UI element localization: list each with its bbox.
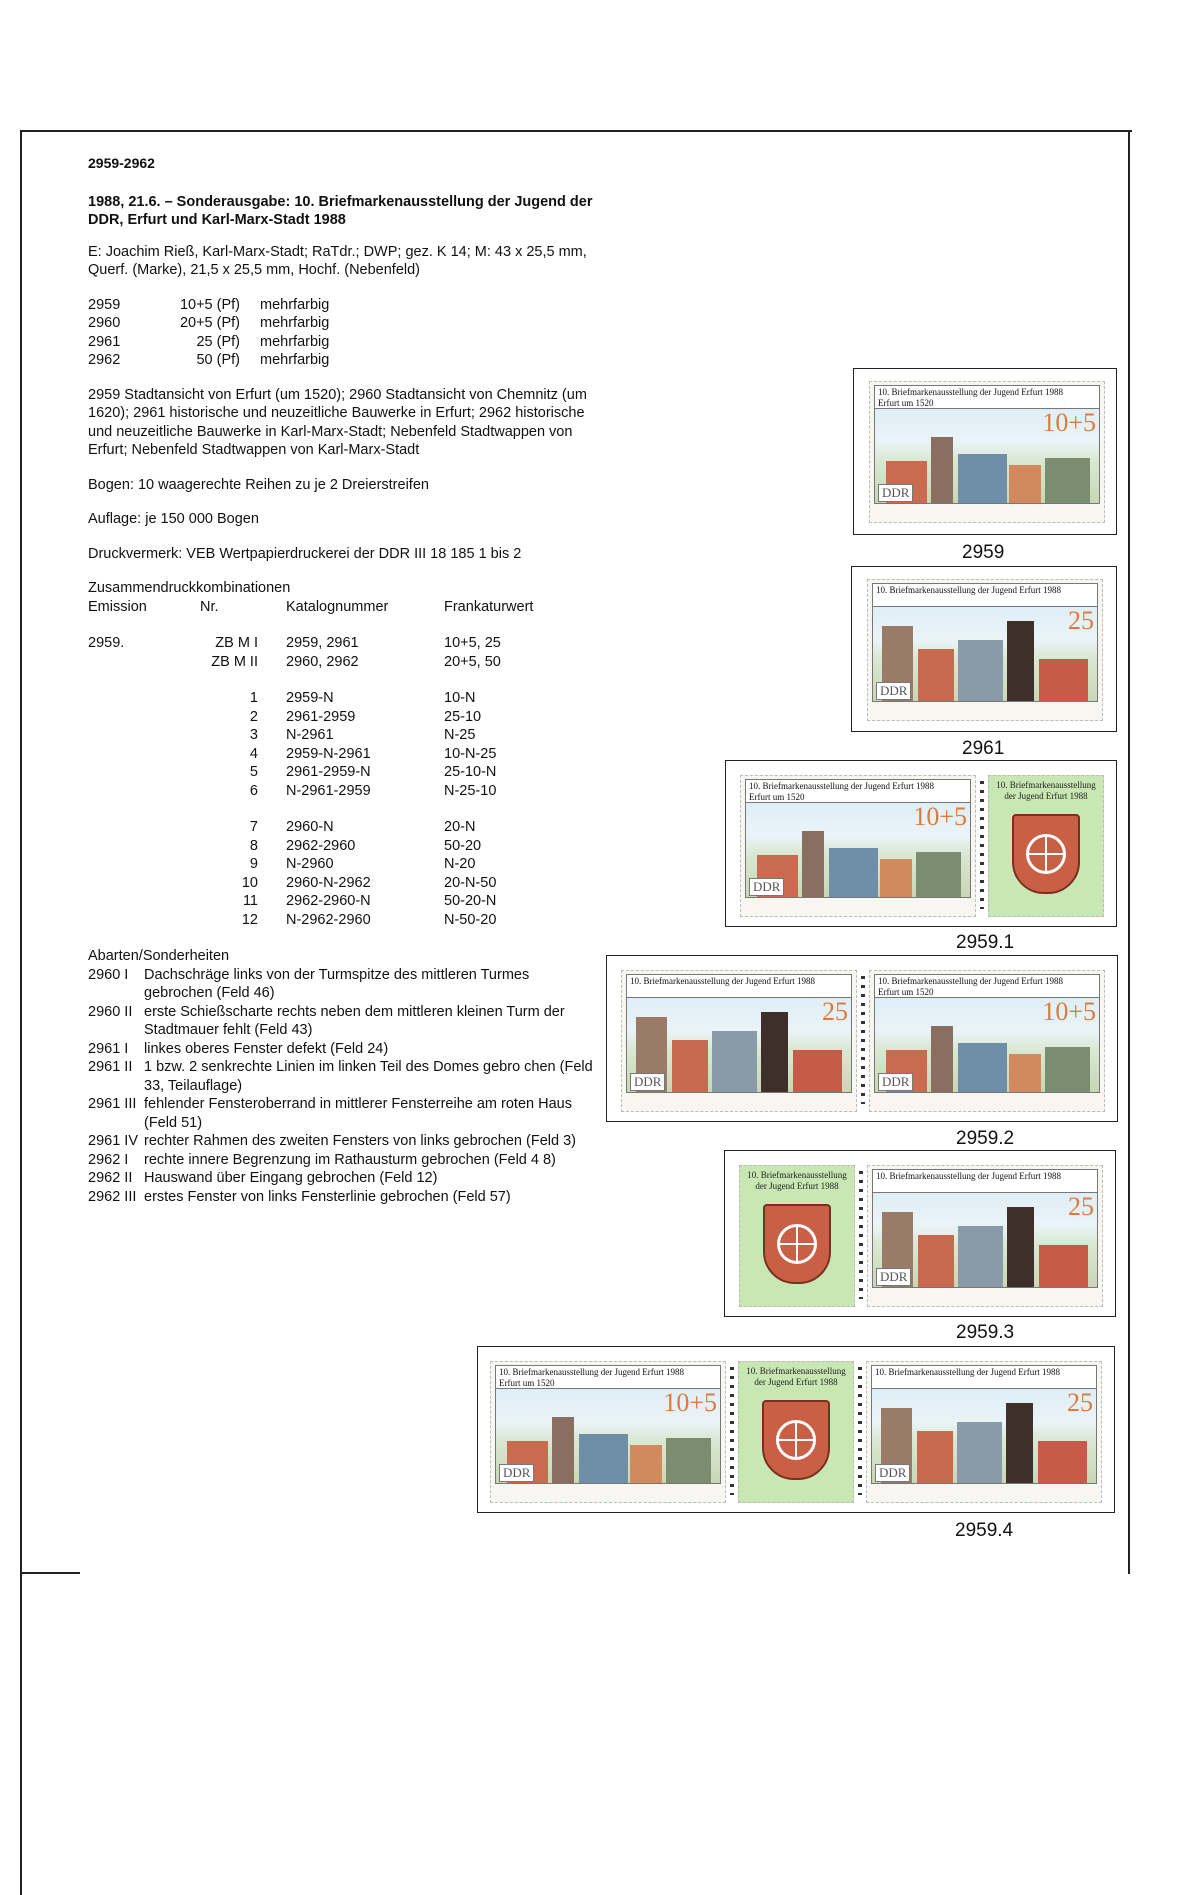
issue-title: 1988, 21.6. – Sonderausgabe: 10. Briefmarkenausstellung der Jugend der DDR, Erfurt und Karl-Marx-Stadt 1988: [88, 193, 593, 228]
variety-row: 2962 I rechte innere Begrenzung im Rathausturm gebrochen (Feld 4 8): [88, 1151, 556, 1168]
stamp-row: 2959 10+5 (Pf) mehrfarbig: [88, 296, 330, 313]
stamp-description: 2959 Stadtansicht von Erfurt (um 1520); 2960 Stadtansicht von Chemnitz (um 1620); 2961 historische und neuzeitliche Bauwerke in Erfurt; 2962 historische und neuzeitliche Bauwerke in Karl-Marx-Stadt; Nebenfeld Stadtwappen von Erfurt; Nebenfeld Stadtwappen von Karl-Marx-Stadt: [88, 386, 587, 458]
caption-2961: 2961: [962, 738, 1005, 759]
variety-row: 2961 III fehlender Fensteroberrand in mittlerer Fensterreihe am roten Haus (Feld 51): [88, 1096, 572, 1131]
stamp-2961: [621, 970, 857, 1112]
stamp-value: 25: [1068, 606, 1094, 635]
catalog-text-column: [88, 150, 598, 1206]
coat-of-arms-icon: [763, 1204, 831, 1284]
varieties-table: [88, 966, 593, 1207]
bogen-info: Bogen: 10 waagerechte Reihen zu je 2 Dreierstreifen: [88, 476, 429, 493]
stamp-value: 25: [1068, 1192, 1094, 1221]
stamp-2961: [867, 1165, 1103, 1307]
stamp-block-2959-2: [606, 955, 1118, 1122]
perforation: [861, 976, 865, 1104]
nebenfeld-header: 10. Briefmarkenausstellung der Jugend Erfurt 1988: [747, 1170, 847, 1191]
stamp-row: 2960 20+5 (Pf) mehrfarbig: [88, 315, 330, 331]
stamp-value: 10+5: [913, 802, 967, 831]
stamp-header: 10. Briefmarkenausstellung der Jugend Erfurt 1988: [871, 1365, 1097, 1389]
ddr-label: DDR: [630, 1073, 665, 1091]
stamp-header: 10. Briefmarkenausstellung der Jugend Erfurt 1988 Erfurt um 1520: [495, 1365, 721, 1389]
stamp-value: 25: [1067, 1388, 1093, 1417]
stamp-value: 10+5: [663, 1388, 717, 1417]
stamp-2959: [869, 381, 1105, 523]
nebenfeld-header: 10. Briefmarkenausstellung der Jugend Erfurt 1988: [996, 780, 1096, 801]
nebenfeld-erfurt-coat-of-arms: [739, 1165, 855, 1307]
perforation: [980, 781, 984, 909]
stamp-block-2959-4: [477, 1346, 1115, 1513]
stamp-value: 10+5: [1042, 408, 1096, 437]
perforation: [859, 1171, 863, 1299]
variety-row: 2961 IV rechter Rahmen des zweiten Fensters von links gebrochen (Feld 3): [88, 1133, 576, 1149]
nebenfeld-header: 10. Briefmarkenausstellung der Jugend Erfurt 1988: [746, 1366, 846, 1387]
caption-2959-2: 2959.2: [956, 1128, 1015, 1149]
combo-row: 3 N-2961 N-25: [249, 727, 476, 743]
stamp-2959: [490, 1361, 726, 1503]
stamp-header: 10. Briefmarkenausstellung der Jugend Erfurt 1988 Erfurt um 1520: [745, 779, 971, 803]
combo-row: 10 2960-N-2962 20-N-50: [241, 874, 497, 891]
combo-row: 9 N-2960 N-20: [249, 856, 476, 872]
stamp-2959: [869, 970, 1105, 1112]
varieties-title: Abarten/Sonderheiten: [88, 948, 230, 964]
stamp-block-2961: [851, 566, 1117, 732]
combo-row: 7 2960-N 20-N: [249, 819, 476, 835]
caption-2959: 2959: [962, 542, 1005, 563]
combo-row: 6 N-2961-2959 N-25-10: [249, 782, 497, 799]
stamp-value: 25: [822, 997, 848, 1026]
variety-row: 2961 I linkes oberes Fenster defekt (Feld 24): [88, 1040, 389, 1057]
caption-2959-3: 2959.3: [956, 1322, 1015, 1343]
stamp-block-2959: [853, 368, 1117, 535]
stamp-block-2959-3: [724, 1150, 1116, 1317]
page-frame-bottom-edge: [20, 1572, 80, 1574]
stamp-row: 2961 25 (Pf) mehrfarbig: [88, 333, 330, 350]
nebenfeld-erfurt-coat-of-arms: [738, 1361, 854, 1503]
variety-row: 2962 II Hauswand über Eingang gebrochen (Feld 12): [88, 1170, 438, 1186]
ddr-label: DDR: [878, 484, 913, 502]
coat-of-arms-icon: [1012, 814, 1080, 894]
variety-row: 2962 III erstes Fenster von links Fensterlinie gebrochen (Feld 57): [88, 1188, 511, 1205]
caption-2959-1: 2959.1: [956, 932, 1015, 953]
ddr-label: DDR: [499, 1464, 534, 1482]
variety-row: 2960 I Dachschräge links von der Turmspitze des mittleren Turmes gebrochen (Feld 46): [88, 966, 530, 1001]
stamp-header: 10. Briefmarkenausstellung der Jugend Erfurt 1988 Erfurt um 1520: [874, 385, 1100, 409]
combo-row: 11 2962-2960-N 50-20-N: [242, 893, 497, 909]
catalog-range: 2959-2962: [88, 155, 155, 171]
perforation: [858, 1367, 862, 1495]
ddr-label: DDR: [876, 682, 911, 700]
coat-of-arms-icon: [762, 1400, 830, 1480]
nebenfeld-erfurt-coat-of-arms: [988, 775, 1104, 917]
combo-table: [88, 598, 564, 930]
variety-row: 2961 II 1 bzw. 2 senkrechte Linien im linken Teil des Domes gebro chen (Feld 33, Teilauflage): [88, 1059, 593, 1094]
stamp-value: 10+5: [1042, 997, 1096, 1026]
combo-row: 5 2961-2959-N 25-10-N: [249, 764, 497, 780]
combo-row: 2959. ZB M I 2959, 2961 10+5, 25: [88, 635, 501, 651]
combo-title: Zusammendruckkombinationen: [88, 580, 291, 596]
stamp-header: 10. Briefmarkenausstellung der Jugend Erfurt 1988 Erfurt um 1520: [874, 974, 1100, 998]
ddr-label: DDR: [876, 1268, 911, 1286]
variety-row: 2960 II erste Schießscharte rechts neben dem mittleren kleinen Turm der Stadtmauer fehlt (Feld 43): [88, 1003, 565, 1038]
combo-row: 4 2959-N-2961 10-N-25: [249, 745, 497, 762]
combo-header-row: Emission Nr. Katalognummer Frankaturwert: [88, 598, 534, 615]
stamp-block-2959-1: [725, 760, 1117, 927]
stamp-header: 10. Briefmarkenausstellung der Jugend Erfurt 1988: [626, 974, 852, 998]
combo-row: ZB M II 2960, 2962 20+5, 50: [211, 653, 501, 670]
combo-row: 2 2961-2959 25-10: [249, 708, 482, 725]
ddr-label: DDR: [749, 878, 784, 896]
stamp-header: 10. Briefmarkenausstellung der Jugend Erfurt 1988: [872, 583, 1098, 607]
stamp-row: 2962 50 (Pf) mehrfarbig: [88, 352, 330, 368]
design-info: E: Joachim Rieß, Karl-Marx-Stadt; RaTdr.; DWP; gez. K 14; M: 43 x 25,5 mm, Querf. (Marke), 21,5 x 25,5 mm, Hochf. (Nebenfeld): [88, 243, 587, 278]
caption-2959-4: 2959.4: [955, 1520, 1014, 1541]
page-frame-right-edge: [1128, 130, 1130, 1574]
ddr-label: DDR: [878, 1073, 913, 1091]
stamp-list: [88, 296, 329, 370]
ddr-label: DDR: [875, 1464, 910, 1482]
stamp-2961: [866, 1361, 1102, 1503]
combo-row: 1 2959-N 10-N: [249, 690, 476, 706]
druckvermerk-info: Druckvermerk: VEB Wertpapierdruckerei der DDR III 18 185 1 bis 2: [88, 545, 522, 562]
combo-row: 8 2962-2960 50-20: [249, 837, 482, 854]
stamp-header: 10. Briefmarkenausstellung der Jugend Erfurt 1988: [872, 1169, 1098, 1193]
auflage-info: Auflage: je 150 000 Bogen: [88, 511, 259, 527]
perforation: [730, 1367, 734, 1495]
stamp-2959: [740, 775, 976, 917]
stamp-2961: [867, 579, 1103, 721]
combo-row: 12 N-2962-2960 N-50-20: [241, 911, 497, 928]
